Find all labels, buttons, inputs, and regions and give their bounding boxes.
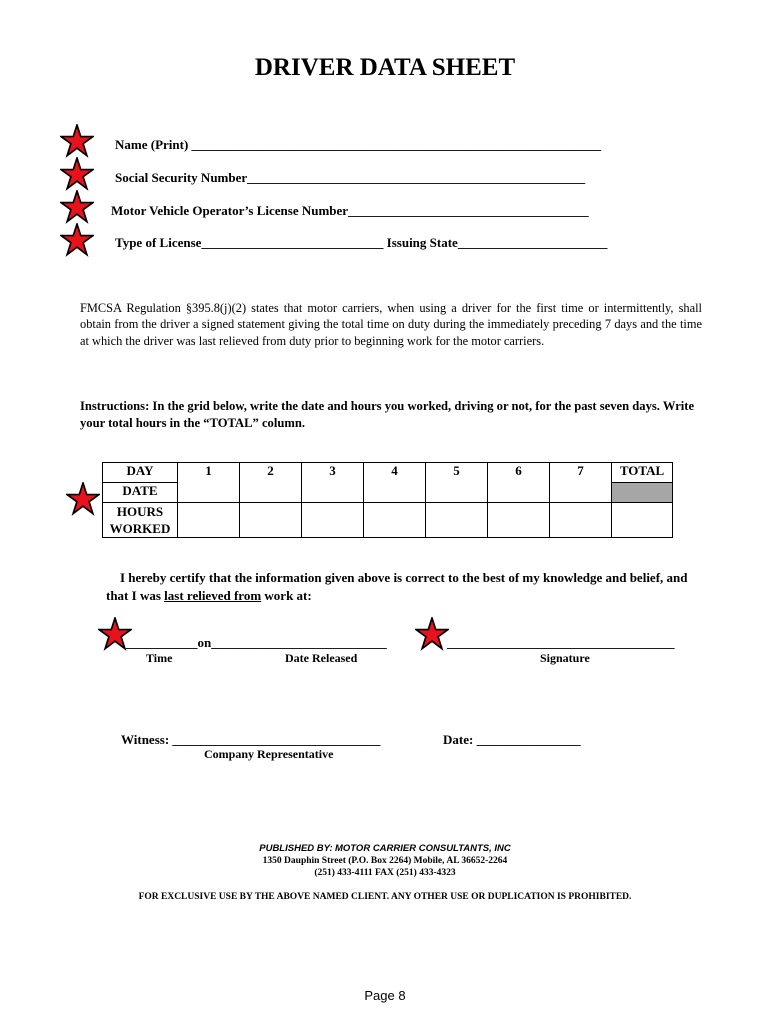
grid-day-row (103, 463, 673, 483)
ssn-field[interactable]: Social Security Number____________________________________________________ (115, 170, 586, 185)
license-type-field[interactable]: Type of License____________________________ Issuing State_______________________ (115, 235, 608, 250)
star-icon (66, 482, 100, 516)
hours-label: HOURS (116, 504, 164, 519)
star-icon (60, 124, 94, 158)
regulation-paragraph: FMCSA Regulation §395.8(j)(2) states that motor carriers, when using a driver for the first time or intermittently, shall obtain from the driver a signed statement giving the total time on duty during the immediately preceding 7 days and the time at which the driver was last relieved from duty prior to beginning work for the motor carriers. (80, 301, 702, 348)
day-5-header: 5 (426, 463, 488, 503)
total-date-shaded-cell (612, 483, 673, 503)
publisher-company: MOTOR CARRIER CONSULTANTS, INC (335, 843, 511, 854)
day-7-header: 7 (550, 463, 612, 503)
witness-date-field[interactable]: Date: ________________ (443, 732, 581, 747)
signature-label: Signature (540, 651, 590, 665)
star-icon (415, 617, 449, 651)
license-number-field[interactable]: Motor Vehicle Operator’s License Number_____________________________________ (111, 203, 589, 218)
page-number: Page 8 (364, 988, 406, 1003)
star-icon (60, 223, 94, 257)
signature-field[interactable]: ___________________________________ (447, 635, 675, 650)
worked-label: WORKED (109, 521, 171, 536)
day-4-header: 4 (364, 463, 426, 503)
date-released-label: Date Released (285, 651, 358, 665)
publisher-phone: (251) 433-4111 FAX (251) 433-4323 (314, 868, 456, 878)
hours-day-3-cell[interactable] (302, 503, 364, 538)
hours-day-5-cell[interactable] (426, 503, 488, 538)
day-6-header: 6 (488, 463, 550, 503)
certify-text-1: I hereby certify that the information given above is correct to the best of my knowledge and belief, and that I was (106, 570, 688, 603)
hours-total-cell[interactable] (612, 503, 673, 538)
usage-notice: FOR EXCLUSIVE USE BY THE ABOVE NAMED CLIENT. ANY OTHER USE OR DUPLICATION IS PROHIBITED. (138, 892, 632, 902)
time-label: Time (146, 651, 173, 665)
day-3-header: 3 (302, 463, 364, 503)
witness-field[interactable]: Witness: ________________________________ (121, 732, 381, 747)
published-by-label: PUBLISHED BY: (259, 843, 333, 854)
day-label: DAY (103, 463, 178, 483)
hours-day-2-cell[interactable] (240, 503, 302, 538)
publisher-line (0, 843, 770, 854)
instructions: Instructions: In the grid below, write the date and hours you worked, driving or not, for the past seven days. Write your total hours in the “TOTAL” column. (80, 399, 695, 430)
hours-day-1-cell[interactable] (178, 503, 240, 538)
day-1-header: 1 (178, 463, 240, 503)
date-label: DATE (103, 483, 178, 503)
grid-hours-row (103, 503, 673, 538)
hours-worked-label (103, 503, 178, 538)
certify-text-2: work at: (261, 587, 312, 603)
hours-day-6-cell[interactable] (488, 503, 550, 538)
day-2-header: 2 (240, 463, 302, 503)
time-date-released-field[interactable]: ___________on___________________________ (126, 635, 387, 650)
certification-statement (106, 569, 706, 604)
star-icon (60, 157, 94, 191)
total-header: TOTAL (612, 463, 673, 483)
star-icon (60, 190, 94, 224)
certify-underlined: last relieved from (164, 587, 262, 603)
publisher-address: 1350 Dauphin Street (P.O. Box 2264) Mobile, AL 36652-2264 (262, 856, 508, 866)
hours-day-7-cell[interactable] (550, 503, 612, 538)
hours-grid (102, 462, 673, 538)
company-representative-label: Company Representative (204, 747, 334, 761)
name-field[interactable]: Name (Print) _______________________________________________________________ (115, 137, 602, 152)
hours-day-4-cell[interactable] (364, 503, 426, 538)
page-title: DRIVER DATA SHEET (254, 54, 516, 81)
